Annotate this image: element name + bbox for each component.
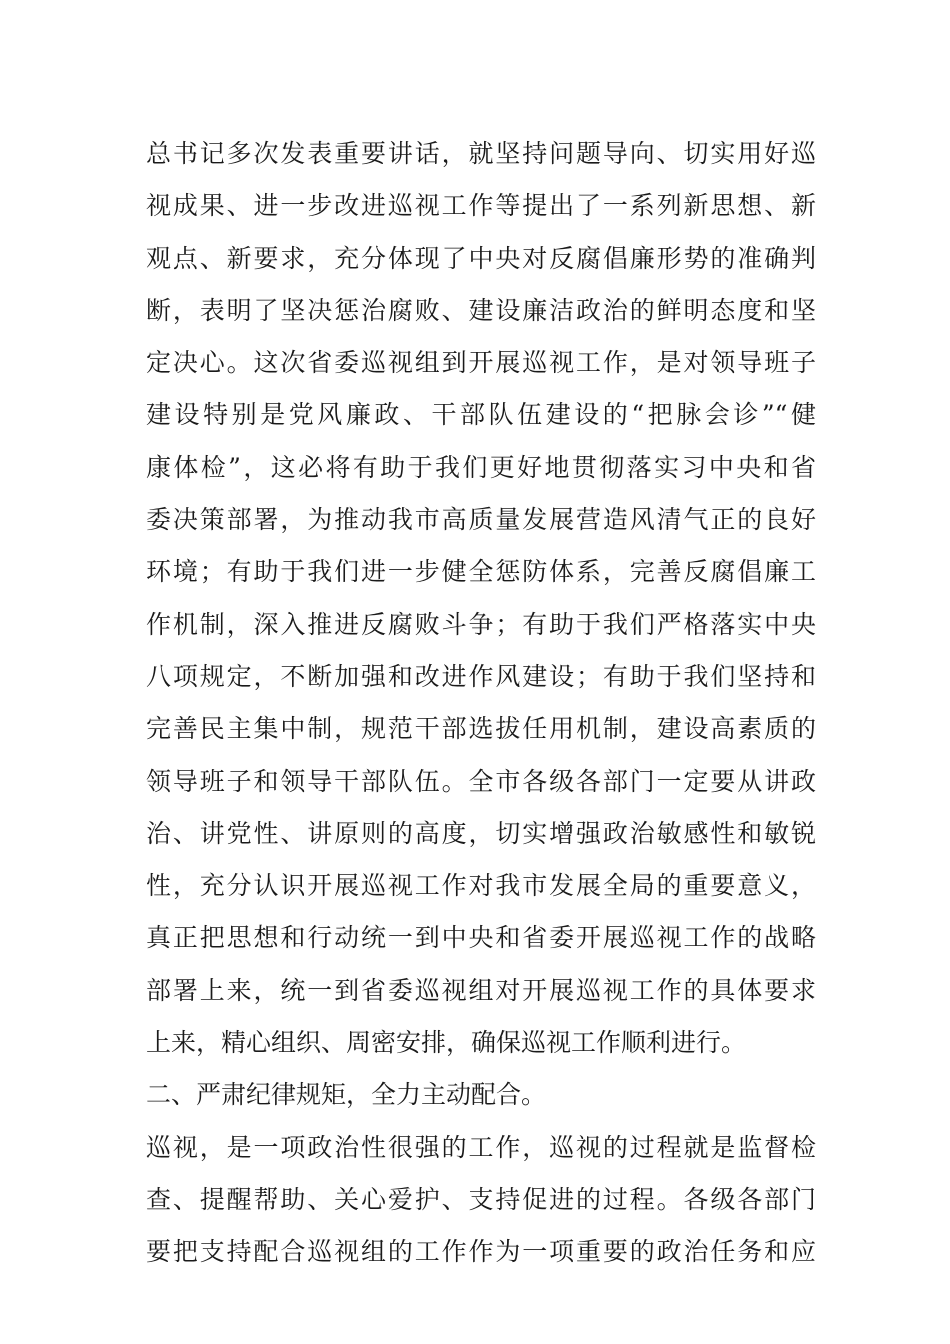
text-line: 领导班子和领导干部队伍。全市各级各部门一定要从讲政	[146, 766, 816, 796]
text-line: 定决心。这次省委巡视组到开展巡视工作，是对领导班子	[146, 348, 816, 378]
paragraph-end-line: 上来，精心组织、周密安排，确保巡视工作顺利进行。	[146, 1028, 747, 1058]
text-line: 委决策部署，为推动我市高质量发展营造风清气正的良好	[146, 505, 816, 535]
text-line: 性，充分认识开展巡视工作对我市发展全局的重要意义，	[146, 871, 816, 901]
text-line: 巡视，是一项政治性很强的工作，巡视的过程就是监督检	[146, 1132, 816, 1162]
text-line: 观点、新要求，充分体现了中央对反腐倡廉形势的准确判	[146, 243, 816, 273]
section-heading: 二、严肃纪律规矩，全力主动配合。	[146, 1080, 547, 1110]
text-line: 总书记多次发表重要讲话，就坚持问题导向、切实用好巡	[146, 139, 816, 168]
text-line: 作机制，深入推进反腐败斗争；有助于我们严格落实中央	[146, 609, 816, 639]
text-line: 建设特别是党风廉政、干部队伍建设的“把脉会诊”“健	[146, 400, 816, 430]
body-text	[146, 128, 816, 1279]
text-line: 断，表明了坚决惩治腐败、建设廉洁政治的鲜明态度和坚	[146, 295, 816, 325]
text-line: 查、提醒帮助、关心爱护、支持促进的过程。各级各部门	[146, 1184, 816, 1214]
text-line: 完善民主集中制，规范干部选拔任用机制，建设高素质的	[146, 714, 816, 744]
text-line: 要把支持配合巡视组的工作作为一项重要的政治任务和应	[146, 1237, 816, 1267]
text-line: 真正把思想和行动统一到中央和省委开展巡视工作的战略	[146, 923, 816, 953]
text-line: 视成果、进一步改进巡视工作等提出了一系列新思想、新	[146, 191, 816, 221]
text-line: 部署上来，统一到省委巡视组对开展巡视工作的具体要求	[146, 975, 816, 1005]
text-line: 环境；有助于我们进一步健全惩防体系，完善反腐倡廉工	[146, 557, 816, 587]
text-line: 治、讲党性、讲原则的高度，切实增强政治敏感性和敏锐	[146, 818, 816, 848]
text-line: 八项规定，不断加强和改进作风建设；有助于我们坚持和	[146, 661, 816, 691]
text-line: 康体检”，这必将有助于我们更好地贯彻落实习中央和省	[146, 452, 816, 482]
